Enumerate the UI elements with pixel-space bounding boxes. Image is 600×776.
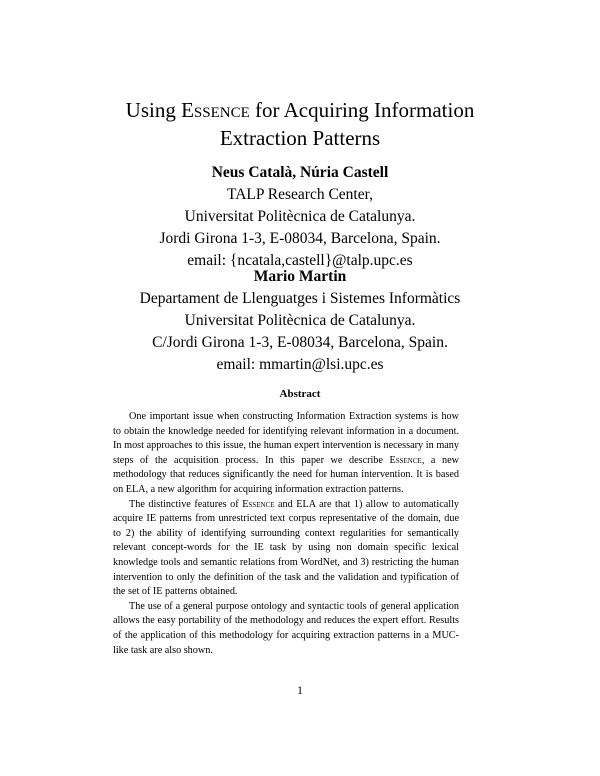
title-line-2: Extraction Patterns	[219, 126, 381, 150]
paper-title	[60, 96, 540, 152]
author-block-1	[60, 162, 540, 272]
author-names-2: Mario Martin	[253, 268, 347, 285]
affiliation-line-1a: TALP Research Center,	[226, 186, 374, 203]
abstract-paragraph-2	[113, 498, 459, 600]
email-1: email: {ncatala,castell}@talp.upc.es	[187, 252, 413, 269]
title-system-name: Essence	[181, 98, 250, 122]
affiliation-line-1b: Universitat Politècnica de Catalunya.	[184, 208, 416, 225]
title-text-post: for Acquiring Information	[249, 98, 475, 122]
abstract-heading: Abstract	[279, 388, 321, 400]
abstract-p1-text-a: One important issue when constructing Information Extraction systems is how to obtain the knowledge needed for identifying relevant information in a document. In most approaches to this issue, the human expert intervention is necessary in many steps of the acquisition process. In this paper we describe	[113, 411, 459, 466]
abstract-body	[113, 410, 459, 658]
email-2: email: mmartin@lsi.upc.es	[216, 356, 384, 373]
title-line-1	[60, 96, 540, 124]
page-number: 1	[297, 683, 303, 697]
affiliation-line-2b: Universitat Politècnica de Catalunya.	[184, 312, 416, 329]
abstract-paragraph-3: The use of a general purpose ontology and syntactic tools of general application allows the easy portability of the methodology and reduces the expert effort. Results of the application of this methodology for acquiring extraction patterns in a MUC-like task are also shown.	[113, 600, 459, 656]
abstract-p2-text-b: and ELA are that 1) allow to automatically acquire IE patterns from unrestricted text corpus representative of the domain, due to 2) the ability of identifying surrounding context regularities for semantically relevant concept-words for the IE task by using non domain specific lexical knowledge tools and semantic relations from WordNet, and 3) restricting the human intervention to only the definition of the task and the validation and typification of the set of IE patterns obtained.	[113, 498, 459, 598]
address-1: Jordi Girona 1-3, E-08034, Barcelona, Spain.	[159, 230, 441, 247]
abstract-p1-text-b: , a new methodology that reduces significantly the need for human intervention. It is based on ELA, a new algorithm for acquiring information extraction patterns.	[113, 454, 460, 495]
author-names-1: Neus Català, Núria Castell	[211, 164, 389, 181]
abstract-p2-text-a: The distinctive features of	[129, 498, 243, 510]
abstract-paragraph-1	[113, 410, 459, 498]
address-2: C/Jordi Girona 1-3, E-08034, Barcelona, Spain.	[152, 334, 448, 351]
abstract-p1-system-name: Essence	[389, 454, 422, 466]
title-text-pre: Using	[125, 98, 182, 122]
abstract-p2-system-name: Essence	[242, 498, 275, 510]
author-block-2	[60, 266, 540, 376]
affiliation-line-2a: Departament de Llenguatges i Sistemes Informàtics	[139, 290, 461, 307]
